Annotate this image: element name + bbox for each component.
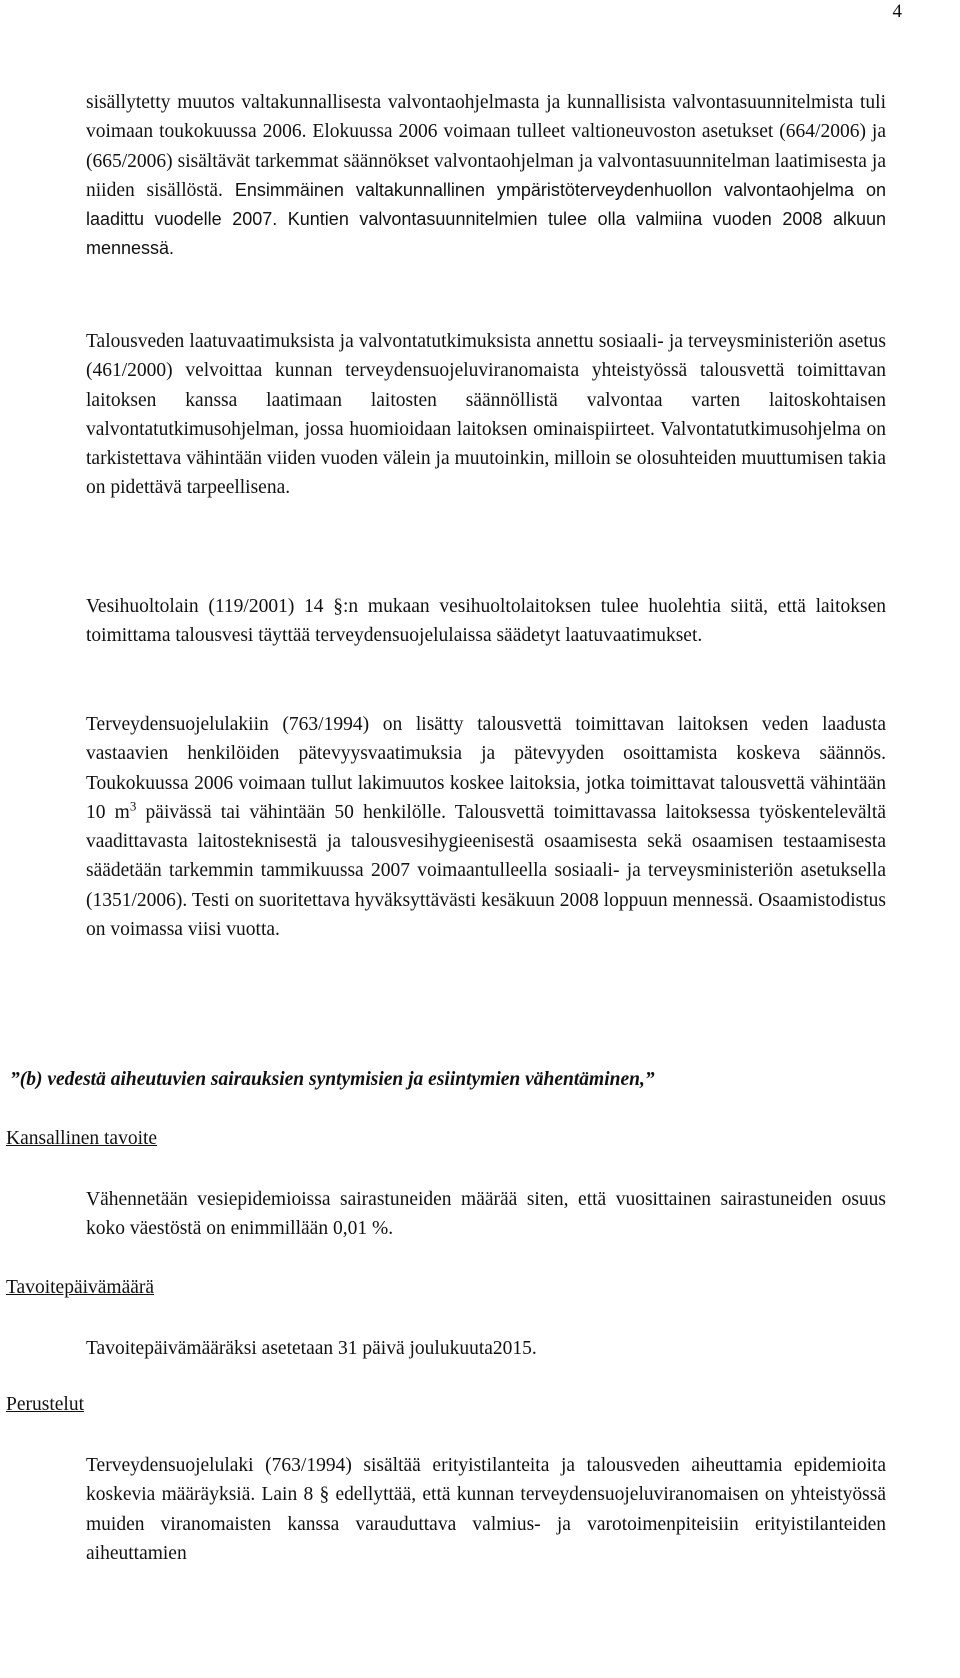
paragraph-talousveden-laatuvaatimukset: Talousveden laatuvaatimuksista ja valvontatutkimuksista annettu sosiaali- ja terveysministeriön asetus (461/2000) velvoittaa kunnan terveydensuojeluviranomaista yhteistyössä talousvettä toimittavan laitoksen kanssa laatimaan laitosten säännöllistä valvontaa varten laitoskohtaisen valvontatutkimusohjelman, jossa huomioidaan laitoksen ominaispiirteet. Valvontatutkimusohjelma on tarkistettava vähintään viiden vuoden välein ja muutoinkin, milloin se olosuhteiden muuttumisen takia on pidettävä tarpeellisena. — [86, 331, 886, 499]
paragraph-vesihuoltolaki: Vesihuoltolain (119/2001) 14 §:n mukaan vesihuoltolaitoksen tulee huolehtia siitä, että laitoksen toimittama talousvesi täyttää terveydensuojelulaissa säädetyt laatuvaatimukset. — [86, 596, 886, 647]
label-tavoitepaivamaara: Tavoitepäivämäärä — [6, 1277, 155, 1298]
paragraph-valvontaohjelma-part2: Ensimmäinen valtakunnallinen ympäristöterveydenhuollon valvontaohjelma on laadittu vuodelle 2007. Kuntien valvontasuunnitelmien tulee olla valmiina vuoden 2008 alkuun mennessä. — [86, 179, 886, 259]
paragraph-terveydensuojelulaki-part2: päivässä tai vähintään 50 henkilölle. Talousvettä toimittavassa laitoksessa työskentelevältä vaadittavasta laitosteknisestä ja talousvesihygieenisestä osaamisesta sekä osaamisen testaamisesta säädetään tarkemmin tammikuussa 2007 voimaantulleella sosiaali- ja terveysministeriön asetuksella (1351/2006). Testi on suoritettava hyväksyttävästi kesäkuun 2008 loppuun mennessä. Osaamistodistus on voimassa viisi vuotta. — [86, 801, 887, 941]
superscript-cubic: 3 — [129, 798, 137, 814]
paragraph-valvontaohjelma — [86, 88, 886, 264]
kansallinen-tavoite-text: Vähennetään vesiepidemioissa sairastuneiden määrää siten, että vuosittainen sairastuneiden osuus koko väestöstä on enimmillään 0,01 %. — [86, 1189, 886, 1240]
paragraph-valvontaohjelma-part1: sisällytetty muutos valtakunnallisesta valvontaohjelmasta ja kunnallisista valvontasuunnitelmista tuli voimaan toukokuussa 2006. Elokuussa 2006 voimaan tulleet valtioneuvoston asetukset (664/2006) ja (665/2006) sisältävät tarkemmat säännökset valvontaohjelman ja valvontasuunnitelman laatimisesta ja niiden sisällöstä. — [86, 92, 886, 201]
paragraph-terveydensuojelulaki — [86, 710, 886, 944]
label-kansallinen-tavoite: Kansallinen tavoite — [6, 1128, 158, 1149]
tavoitepaivamaara-text: Tavoitepäivämääräksi asetetaan 31 päivä joulukuuta2015. — [86, 1338, 537, 1359]
paragraph-terveydensuojelulaki-part1: Terveydensuojelulakiin (763/1994) on lisätty talousvettä toimittavan laitoksen veden laadusta vastaavien henkilöiden pätevyysvaatimuksia ja pätevyyden osoittamista koskeva säännös. Toukokuussa 2006 voimaan tullut lakimuutos koskee laitoksia, jotka toimittavat talousvettä vähintään 10 m — [86, 714, 886, 823]
section-heading-b: ”(b) vedestä aiheutuvien sairauksien syntymisien ja esiintymien vähentäminen,” — [10, 1069, 655, 1090]
page-number: 4 — [892, 1, 902, 22]
label-perustelut: Perustelut — [6, 1394, 84, 1415]
perustelut-text: Terveydensuojelulaki (763/1994) sisältää erityistilanteita ja talousveden aiheuttamia epidemioita koskevia määräyksiä. Lain 8 § edellyttää, että kunnan terveydensuojeluviranomaisen on yhteistyössä muiden viranomaisten kanssa varauduttava valmius- ja varotoimenpiteisiin erityistilanteiden aiheuttamien — [86, 1455, 886, 1564]
